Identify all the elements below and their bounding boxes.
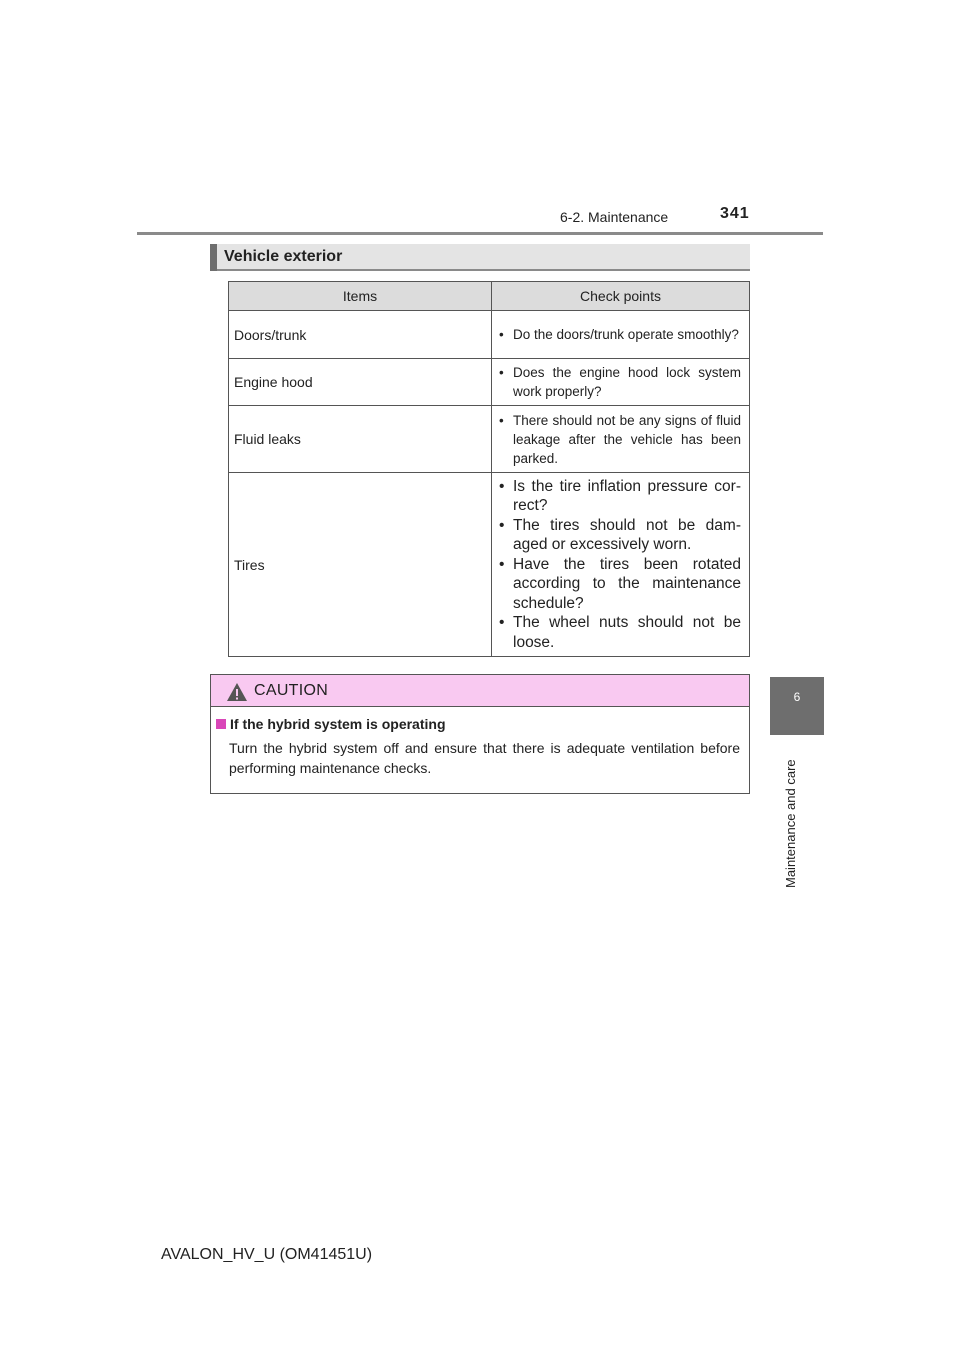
subheading-square-icon bbox=[216, 719, 226, 729]
section-heading-marker bbox=[210, 244, 217, 271]
table-row bbox=[229, 473, 750, 657]
header-rule bbox=[137, 232, 823, 235]
check-point: • The tires should not be dam- aged or excessively worn. bbox=[497, 516, 741, 555]
caution-subheading: If the hybrid system is operating bbox=[230, 716, 446, 732]
check-point: • The wheel nuts should not be loose. bbox=[497, 613, 741, 652]
caution-header bbox=[211, 675, 749, 707]
manual-id-footer: AVALON_HV_U (OM41451U) bbox=[161, 1246, 373, 1263]
check-points-cell bbox=[492, 359, 750, 406]
item-cell: Engine hood bbox=[229, 359, 492, 406]
chapter-tab bbox=[770, 677, 824, 735]
page-number: 341 bbox=[720, 205, 750, 222]
column-header-items: Items bbox=[229, 282, 492, 311]
check-points-cell bbox=[492, 473, 750, 657]
column-header-check-points: Check points bbox=[492, 282, 750, 311]
warning-triangle-icon bbox=[226, 682, 248, 702]
table-row bbox=[229, 406, 750, 473]
caution-box bbox=[210, 674, 750, 794]
check-point: • Have the tires been rotated according to the maintenance schedule? bbox=[497, 555, 741, 614]
caution-body: Turn the hybrid system off and ensure that there is adequate ventilation before performing maintenance checks. bbox=[229, 740, 740, 776]
section-heading bbox=[210, 244, 750, 271]
check-table bbox=[228, 281, 750, 657]
check-points-cell bbox=[492, 406, 750, 473]
caution-title: CAUTION bbox=[254, 682, 329, 699]
check-point: • Does the engine hood lock system work properly? bbox=[497, 363, 741, 401]
table-row bbox=[229, 311, 750, 359]
table-header-row bbox=[229, 282, 750, 311]
check-point: • Do the doors/trunk operate smoothly? bbox=[497, 325, 741, 344]
chapter-label: Maintenance and care bbox=[783, 759, 798, 888]
header-section-title: 6-2. Maintenance bbox=[560, 209, 669, 225]
check-point: • There should not be any signs of fluid leakage after the vehicle has been parked. bbox=[497, 411, 741, 468]
table-row bbox=[229, 359, 750, 406]
chapter-label-container bbox=[757, 748, 797, 888]
item-cell: Doors/trunk bbox=[229, 311, 492, 359]
chapter-number: 6 bbox=[793, 690, 801, 704]
item-cell: Tires bbox=[229, 473, 492, 657]
check-points-cell bbox=[492, 311, 750, 359]
item-cell: Fluid leaks bbox=[229, 406, 492, 473]
section-heading-text: Vehicle exterior bbox=[224, 248, 343, 265]
check-point: • Is the tire inflation pressure cor- rect? bbox=[497, 477, 741, 516]
